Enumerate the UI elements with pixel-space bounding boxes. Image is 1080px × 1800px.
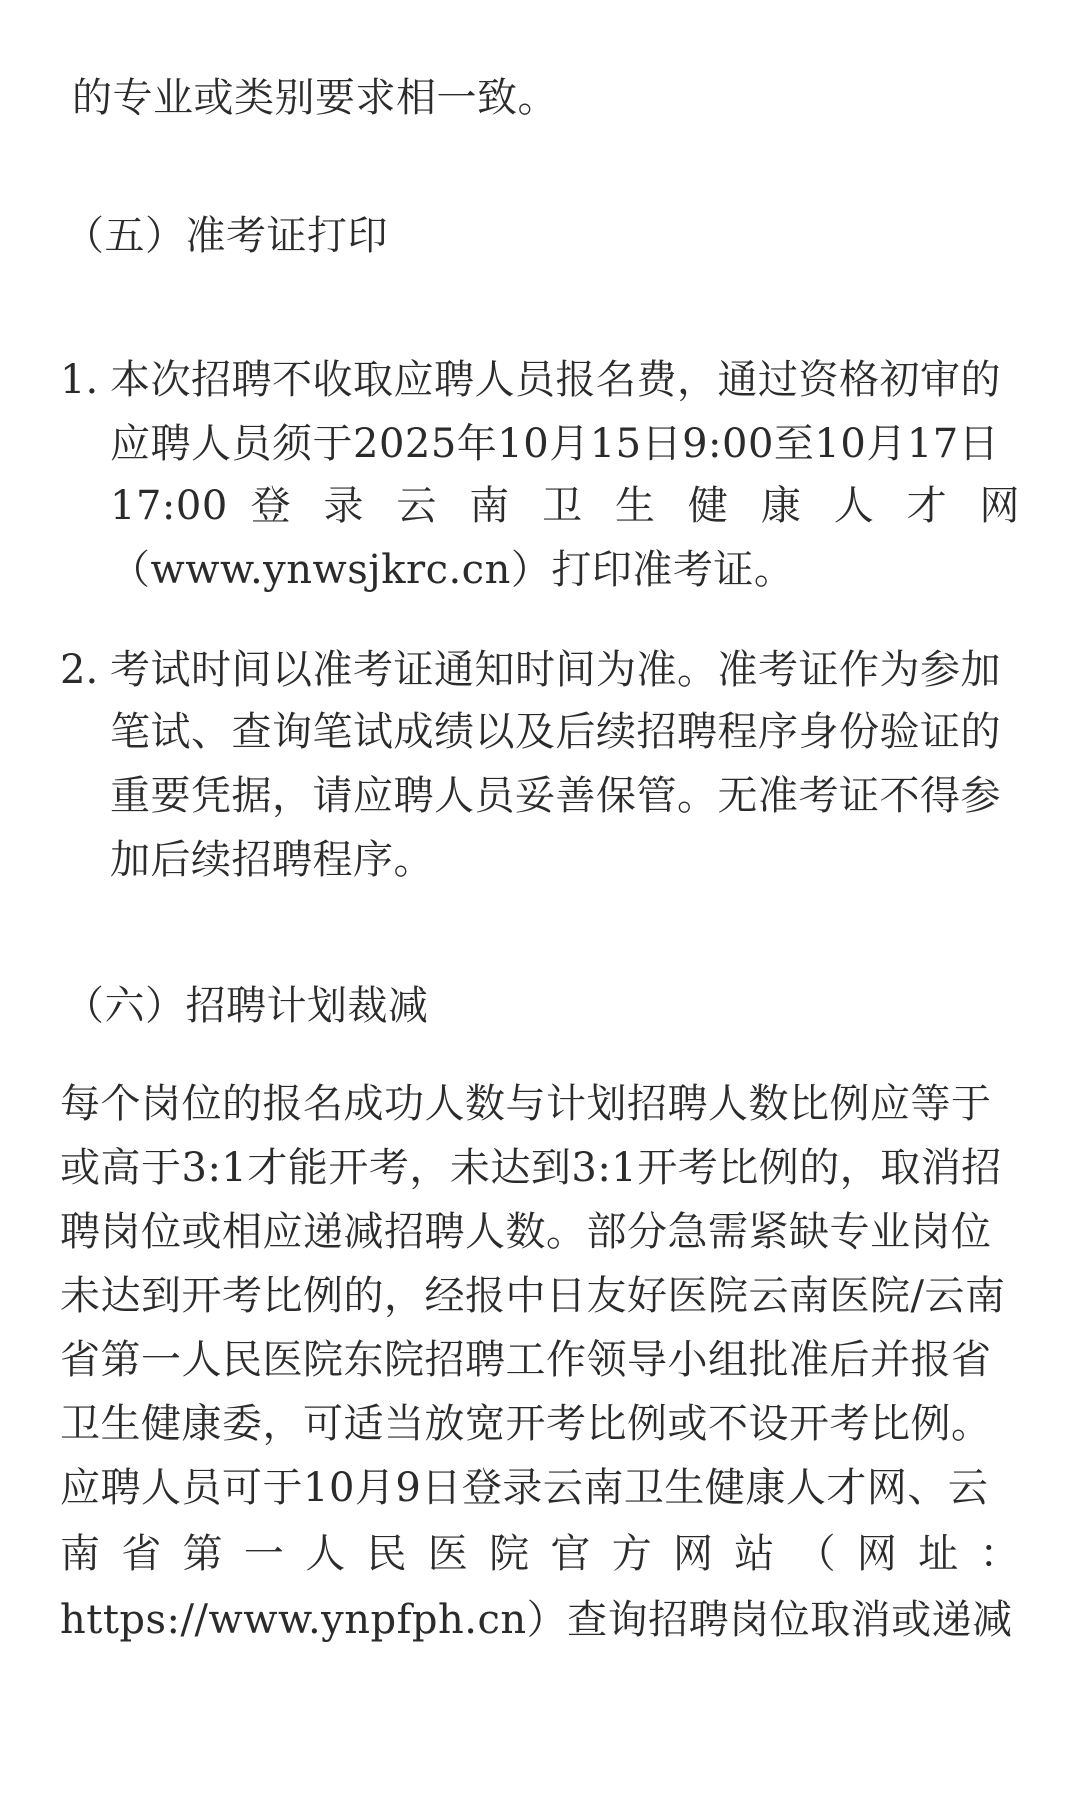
paragraph-line: 卫生健康委，可适当放宽开考比例或不设开考比例。 [60,1401,992,1447]
section-five-heading: （五）准考证打印 [64,213,388,259]
paragraph-line: 省第一人民医院东院招聘工作领导小组批准后并报省 [60,1337,992,1383]
paragraph-line: 南 省 第 一 人 民 医 院 官 方 网 站 （ 网 址 ： [60,1531,1020,1577]
list-item-line: 本次招聘不收取应聘人员报名费，通过资格初审的 [110,357,1001,403]
list-item-line: （www.ynwsjkrc.cn）打印准考证。 [110,547,795,593]
paragraph-line: https://www.ynpfph.cn）查询招聘岗位取消或递减 [60,1597,1013,1643]
list-item-line: 应聘人员须于2025年10月15日9:00至10月17日 [110,421,1000,467]
list-item-number: 2. [60,647,99,693]
paragraph-line: 聘岗位或相应递减招聘人数。部分急需紧缺专业岗位 [60,1209,992,1255]
section-six-heading: （六）招聘计划裁减 [64,983,429,1029]
list-item-line: 重要凭据，请应聘人员妥善保管。无准考证不得参 [110,773,1001,819]
list-item-line: 加后续招聘程序。 [110,837,434,883]
list-item-number: 1. [60,357,99,403]
paragraph-line: 或高于3:1才能开考，未达到3:1开考比例的，取消招 [60,1145,1002,1191]
paragraph-line: 未达到开考比例的，经报中日友好医院云南医院/云南 [60,1273,1006,1319]
list-item-line: 17:00 登 录 云 南 卫 生 健 康 人 才 网 [110,483,1020,529]
paragraph-line: 每个岗位的报名成功人数与计划招聘人数比例应等于 [60,1081,992,1127]
list-item-line: 考试时间以准考证通知时间为准。准考证作为参加 [110,647,1001,693]
paragraph-line: 应聘人员可于10月9日登录云南卫生健康人才网、云 [60,1465,989,1511]
continuation-text: 的专业或类别要求相一致。 [72,75,558,121]
list-item-line: 笔试、查询笔试成绩以及后续招聘程序身份验证的 [110,709,1001,755]
